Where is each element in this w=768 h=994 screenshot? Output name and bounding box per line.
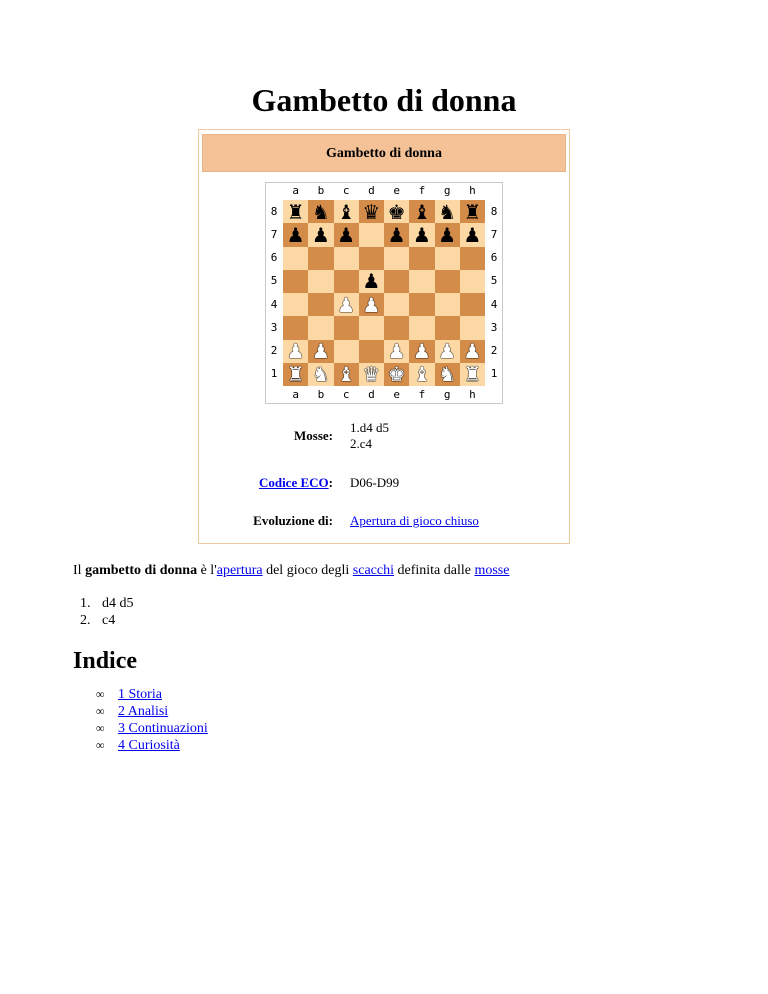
- bullet-icon: ∞: [96, 704, 105, 718]
- board-square-f3: [409, 316, 434, 339]
- board-square-a3: [283, 316, 308, 339]
- black-pawn-icon: ♟: [412, 222, 431, 247]
- infobox-header: Gambetto di donna: [202, 134, 566, 172]
- board-square-h4: [460, 293, 485, 316]
- board-square-g6: [435, 247, 460, 270]
- board-square-e7: [384, 223, 409, 246]
- file-label-top-d: d: [368, 184, 375, 197]
- opening-infobox: [198, 129, 570, 544]
- rank-label-left-4: 4: [270, 297, 278, 311]
- moves-label: Mosse:: [294, 428, 333, 443]
- board-square-h5: [460, 270, 485, 293]
- page-title: Gambetto di donna: [251, 82, 517, 118]
- moves-line-1: 1.d4 d5: [350, 420, 389, 435]
- rank-label-right-7: 7: [490, 227, 498, 241]
- white-queen-icon: ♛: [362, 362, 381, 387]
- board-square-f4: [409, 293, 434, 316]
- index-heading: Indice: [73, 648, 138, 674]
- evolution-link[interactable]: Apertura di gioco chiuso: [350, 513, 479, 528]
- black-bishop-icon: ♝: [337, 199, 356, 224]
- rank-label-right-1: 1: [490, 367, 498, 381]
- board-square-e4: [384, 293, 409, 316]
- chess-diagram: [265, 182, 503, 404]
- board-square-c5: [334, 270, 359, 293]
- board-square-f6: [409, 247, 434, 270]
- black-pawn-icon: ♟: [438, 222, 457, 247]
- board-square-f1: [409, 363, 434, 386]
- black-pawn-icon: ♟: [463, 222, 482, 247]
- white-pawn-icon: ♟: [362, 292, 381, 317]
- white-pawn-icon: ♟: [438, 339, 457, 364]
- file-label-top-a: a: [292, 184, 299, 197]
- rank-label-right-6: 6: [490, 251, 498, 265]
- eco-label: [259, 475, 333, 491]
- rank-label-right-5: 5: [490, 274, 498, 288]
- board-square-a6: [283, 247, 308, 270]
- toc-item: [96, 737, 208, 754]
- black-pawn-icon: ♟: [311, 222, 330, 247]
- file-label-top-c: c: [342, 184, 350, 197]
- black-rook-icon: ♜: [463, 199, 482, 224]
- toc-link-curiosita[interactable]: 4 Curiosità: [118, 738, 180, 753]
- file-label-top-b: b: [317, 184, 325, 197]
- board-square-d1: [359, 363, 384, 386]
- board-square-b1: [308, 363, 333, 386]
- intro-paragraph: [73, 563, 509, 579]
- intro-text-3: del gioco degli: [262, 563, 353, 578]
- black-knight-icon: ♞: [311, 199, 330, 224]
- file-label-top-g: g: [443, 184, 451, 197]
- white-rook-icon: ♜: [463, 362, 482, 387]
- board-square-h7: [460, 223, 485, 246]
- board-square-d4: [359, 293, 384, 316]
- board-square-f8: [409, 200, 434, 223]
- bullet-icon: ∞: [96, 687, 105, 701]
- rank-label-left-3: 3: [270, 320, 278, 334]
- board-square-g4: [435, 293, 460, 316]
- board-square-c2: [334, 340, 359, 363]
- board-square-h1: [460, 363, 485, 386]
- board-square-a2: [283, 340, 308, 363]
- board-square-d6: [359, 247, 384, 270]
- white-rook-icon: ♜: [286, 362, 305, 387]
- toc-link-storia[interactable]: 1 Storia: [118, 687, 162, 702]
- moves-value: [350, 420, 389, 452]
- board-square-e8: [384, 200, 409, 223]
- board-square-h2: [460, 340, 485, 363]
- board-square-b8: [308, 200, 333, 223]
- table-of-contents: [96, 686, 208, 754]
- intro-text-4: definita dalle: [394, 563, 475, 578]
- toc-item: [96, 703, 208, 720]
- white-bishop-icon: ♝: [412, 362, 431, 387]
- file-label-bottom-b: b: [317, 388, 325, 401]
- list-item: 1. d4 d5: [80, 596, 134, 611]
- file-label-bottom-g: g: [443, 388, 451, 401]
- black-pawn-icon: ♟: [337, 222, 356, 247]
- rank-label-right-4: 4: [490, 297, 498, 311]
- board-square-g3: [435, 316, 460, 339]
- file-label-bottom-a: a: [292, 388, 299, 401]
- board-square-a1: [283, 363, 308, 386]
- rank-label-left-7: 7: [270, 227, 278, 241]
- file-label-bottom-c: c: [342, 388, 350, 401]
- file-label-top-e: e: [393, 184, 400, 197]
- board-square-f7: [409, 223, 434, 246]
- file-label-bottom-f: f: [418, 388, 426, 401]
- board-square-b4: [308, 293, 333, 316]
- toc-item: [96, 720, 208, 737]
- board-square-a4: [283, 293, 308, 316]
- board-square-b3: [308, 316, 333, 339]
- rank-label-left-8: 8: [270, 204, 278, 218]
- toc-item: [96, 686, 208, 703]
- board-square-c1: [334, 363, 359, 386]
- eco-colon: :: [328, 475, 333, 490]
- board-square-d8: [359, 200, 384, 223]
- white-bishop-icon: ♝: [337, 362, 356, 387]
- link-apertura[interactable]: apertura: [216, 563, 263, 578]
- black-queen-icon: ♛: [362, 199, 381, 224]
- rank-label-right-2: 2: [490, 344, 498, 358]
- board-square-a5: [283, 270, 308, 293]
- intro-bold-term: gambetto di donna: [85, 563, 198, 578]
- rank-label-left-1: 1: [270, 367, 278, 381]
- intro-text-1: Il: [73, 563, 86, 578]
- white-pawn-icon: ♟: [337, 292, 356, 317]
- board-square-h6: [460, 247, 485, 270]
- white-knight-icon: ♞: [311, 362, 330, 387]
- rank-label-right-3: 3: [490, 320, 498, 334]
- eco-value: D06-D99: [350, 475, 400, 490]
- intro-text-2: è l': [197, 563, 217, 578]
- board-square-b2: [308, 340, 333, 363]
- white-pawn-icon: ♟: [412, 339, 431, 364]
- link-scacchi[interactable]: scacchi: [352, 563, 394, 578]
- rank-label-right-8: 8: [490, 204, 498, 218]
- board-square-d7: [359, 223, 384, 246]
- board-square-g5: [435, 270, 460, 293]
- board-square-c4: [334, 293, 359, 316]
- file-label-top-f: f: [418, 184, 426, 197]
- board-square-f5: [409, 270, 434, 293]
- board-square-e1: [384, 363, 409, 386]
- board-square-f2: [409, 340, 434, 363]
- rank-label-left-2: 2: [270, 344, 278, 358]
- board-square-g7: [435, 223, 460, 246]
- bullet-icon: ∞: [96, 738, 105, 752]
- black-pawn-icon: ♟: [387, 222, 406, 247]
- board-square-b5: [308, 270, 333, 293]
- black-king-icon: ♚: [387, 199, 406, 224]
- eco-code-link[interactable]: Codice ECO: [258, 475, 329, 490]
- rank-label-left-5: 5: [270, 274, 278, 288]
- black-pawn-icon: ♟: [362, 269, 381, 294]
- bullet-icon: ∞: [96, 721, 105, 735]
- black-knight-icon: ♞: [438, 199, 457, 224]
- moves-line-2: 2.c4: [350, 436, 373, 451]
- board-square-e3: [384, 316, 409, 339]
- file-label-bottom-h: h: [469, 388, 476, 401]
- board-square-d2: [359, 340, 384, 363]
- board-square-e2: [384, 340, 409, 363]
- board-square-e5: [384, 270, 409, 293]
- board-square-h3: [460, 316, 485, 339]
- white-king-icon: ♚: [387, 362, 406, 387]
- board-square-a7: [283, 223, 308, 246]
- white-pawn-icon: ♟: [286, 339, 305, 364]
- file-label-bottom-d: d: [368, 388, 375, 401]
- board-square-h8: [460, 200, 485, 223]
- board-square-a8: [283, 200, 308, 223]
- toc-link-continuazioni[interactable]: 3 Continuazioni: [118, 721, 208, 736]
- board-square-d5: [359, 270, 384, 293]
- board-square-g1: [435, 363, 460, 386]
- white-knight-icon: ♞: [438, 362, 457, 387]
- file-label-bottom-e: e: [393, 388, 400, 401]
- board-square-g2: [435, 340, 460, 363]
- black-pawn-icon: ♟: [286, 222, 305, 247]
- white-pawn-icon: ♟: [311, 339, 330, 364]
- board-square-b6: [308, 247, 333, 270]
- board-square-c3: [334, 316, 359, 339]
- board-square-b7: [308, 223, 333, 246]
- board-square-c7: [334, 223, 359, 246]
- chess-board: [283, 200, 485, 386]
- board-square-e6: [384, 247, 409, 270]
- white-pawn-icon: ♟: [387, 339, 406, 364]
- list-item: 2. c4: [80, 613, 116, 628]
- toc-link-analisi[interactable]: 2 Analisi: [118, 704, 169, 719]
- link-mosse[interactable]: mosse: [474, 563, 510, 578]
- board-square-c8: [334, 200, 359, 223]
- board-square-d3: [359, 316, 384, 339]
- board-square-c6: [334, 247, 359, 270]
- black-rook-icon: ♜: [286, 199, 305, 224]
- moves-list: [80, 595, 134, 629]
- evolution-label: Evoluzione di:: [253, 513, 333, 528]
- white-pawn-icon: ♟: [463, 339, 482, 364]
- file-label-top-h: h: [469, 184, 476, 197]
- rank-label-left-6: 6: [270, 251, 278, 265]
- black-bishop-icon: ♝: [412, 199, 431, 224]
- board-square-g8: [435, 200, 460, 223]
